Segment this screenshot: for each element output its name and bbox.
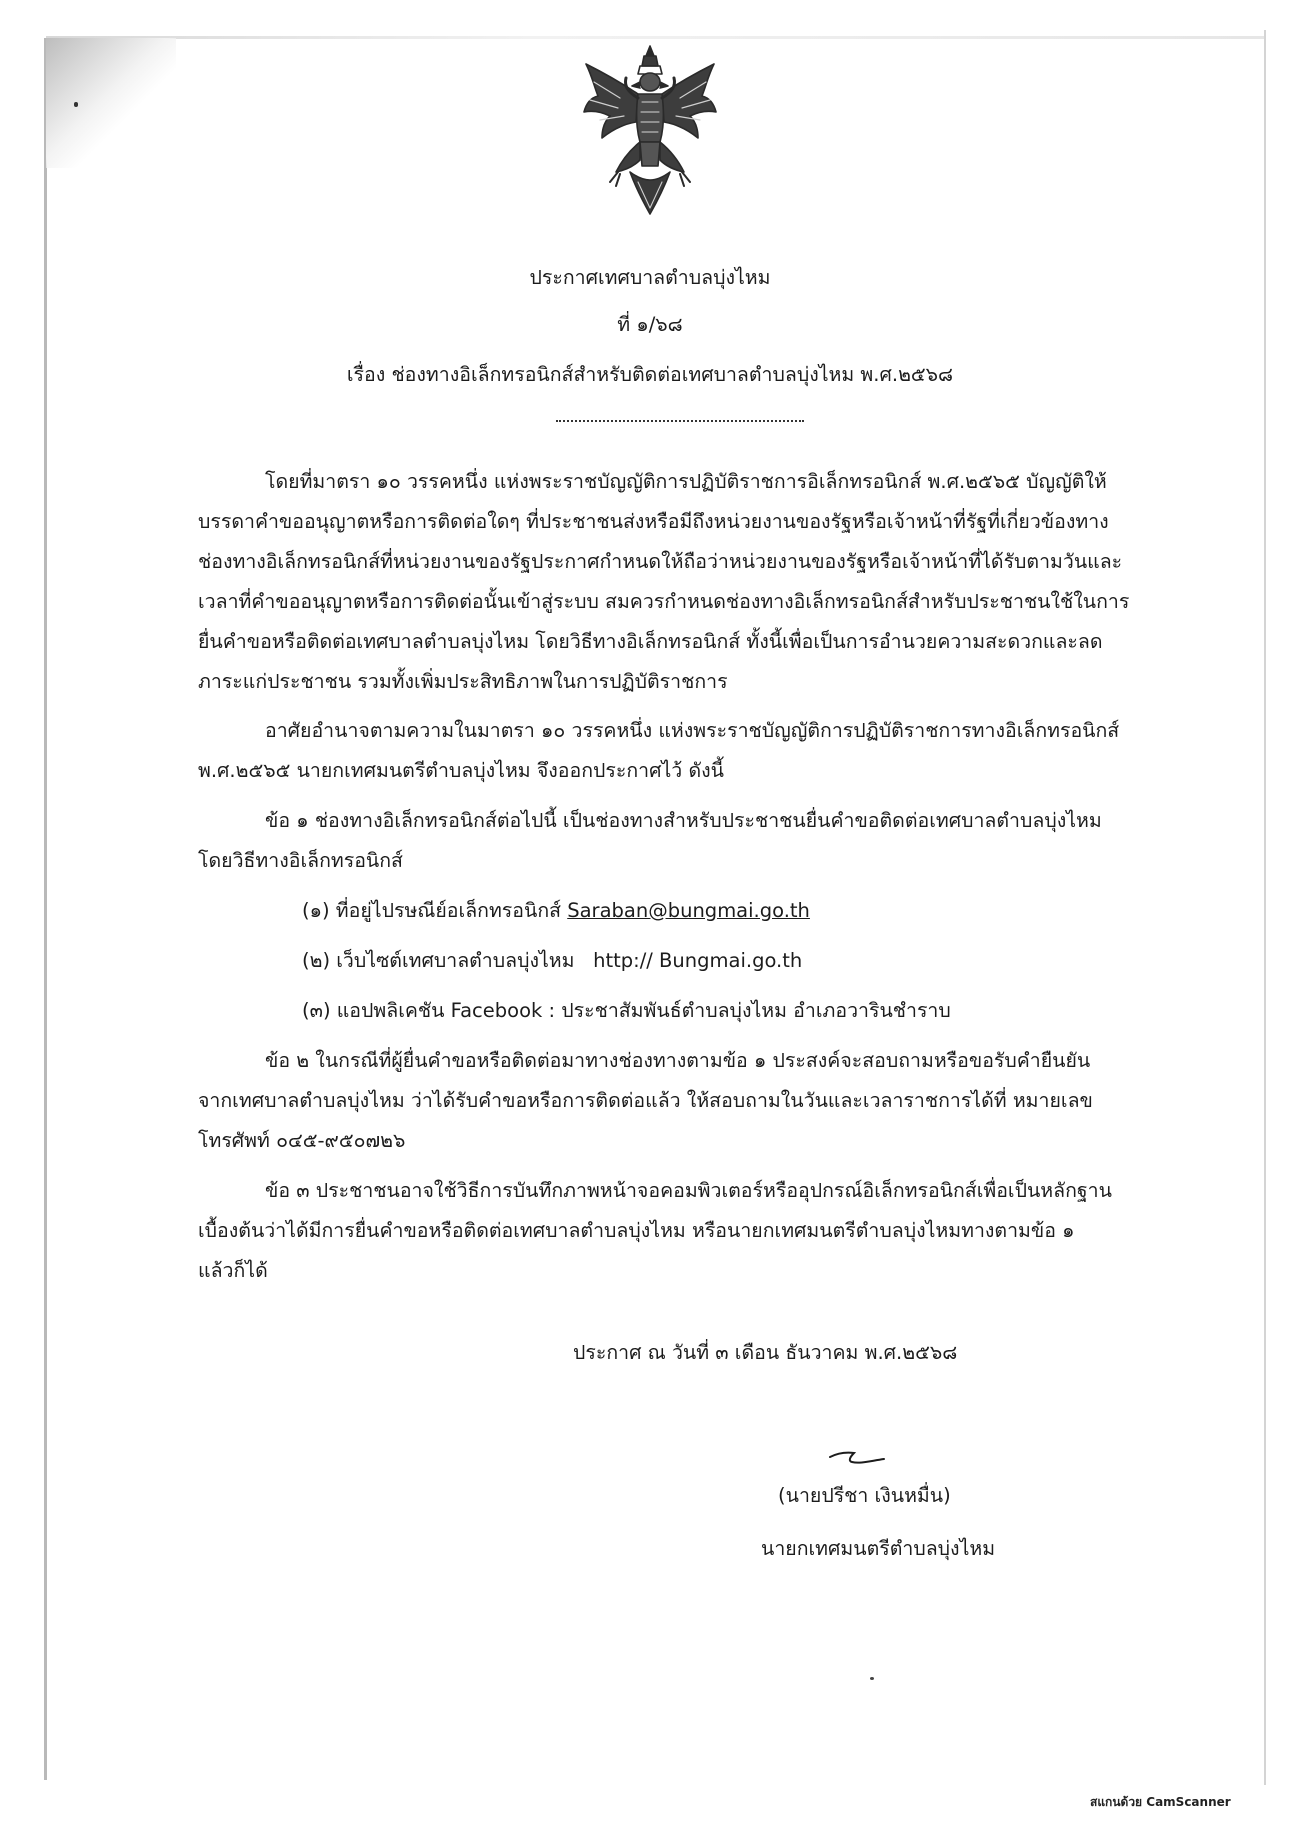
scan-edge-left bbox=[44, 38, 47, 1780]
announcement-date: ประกาศ ณ วันที่ ๓ เดือน ธันวาคม พ.ศ.๒๕๖๘ bbox=[573, 1341, 958, 1364]
page-corner-shadow bbox=[46, 38, 176, 168]
text-line: เวลาที่คำขออนุญาตหรือการติดต่อนั้นเข้าสู่ระบบ สมควรกำหนดช่องทางอิเล็กทรอนิกส์สำหรับประชาชนใช้ในการ bbox=[198, 590, 1130, 613]
channel-email-label: (๑) ที่อยู่ไปรษณีย์อเล็กทรอนิกส์ bbox=[302, 899, 562, 922]
email-link[interactable]: Saraban@bungmai.go.th bbox=[567, 899, 810, 922]
text-line: ภาระแก่ประชาชน รวมทั้งเพิ่มประสิทธิภาพในการปฏิบัติราชการ bbox=[198, 670, 728, 693]
text-line: ข้อ ๒ ในกรณีที่ผู้ยื่นคำขอหรือติดต่อมาทางช่องทางตามข้อ ๑ ประสงค์จะสอบถามหรือขอรับคำยืนยัน bbox=[265, 1049, 1091, 1072]
document-number: ที่ ๑/๖๘ bbox=[617, 313, 683, 336]
document-title: ประกาศเทศบาลตำบลบุ่งไหม bbox=[529, 266, 771, 289]
scan-edge-top bbox=[46, 36, 1264, 39]
signature bbox=[828, 1445, 888, 1469]
scan-speck bbox=[870, 1677, 874, 1680]
text-line: โทรศัพท์ ๐๔๕-๙๕๐๗๒๖ bbox=[198, 1129, 406, 1152]
signer-title: นายกเทศมนตรีตำบลบุ่งไหม bbox=[761, 1537, 996, 1560]
text-line: แล้วก็ได้ bbox=[198, 1259, 268, 1282]
website-link[interactable]: http:// Bungmai.go.th bbox=[593, 949, 803, 972]
channel-website bbox=[302, 948, 802, 974]
channel-email bbox=[302, 898, 810, 924]
signer-name: (นายปรีชา เงินหมื่น) bbox=[778, 1484, 951, 1507]
channel-website-label: (๒) เว็บไซต์เทศบาลตำบลบุ่งไหม bbox=[302, 949, 575, 972]
text-line: ข้อ ๑ ช่องทางอิเล็กทรอนิกส์ต่อไปนี้ เป็นช่องทางสำหรับประชาชนยื่นคำขอติดต่อเทศบาลตำบลบุ่งไหม bbox=[265, 809, 1102, 832]
text-line: เบื้องต้นว่าได้มีการยื่นคำขอหรือติดต่อเทศบาลตำบลบุ่งไหม หรือนายกเทศมนตรีตำบลบุ่งไหมทางตามข้อ ๑ bbox=[198, 1219, 1075, 1242]
text-line: จากเทศบาลตำบลบุ่งไหม ว่าได้รับคำขอหรือการติดต่อแล้ว ให้สอบถามในวันและเวลาราชการได้ที่ หมายเลข bbox=[198, 1089, 1093, 1112]
text-line: พ.ศ.๒๕๖๕ นายกเทศมนตรีตำบลบุ่งไหม จึงออกประกาศไว้ ดังนี้ bbox=[198, 759, 724, 782]
text-line: โดยที่มาตรา ๑๐ วรรคหนึ่ง แห่งพระราชบัญญัติการปฏิบัติราชการอิเล็กทรอนิกส์ พ.ศ.๒๕๖๕ บัญญัติให้ bbox=[265, 470, 1107, 493]
text-line: ยื่นคำขอหรือติดต่อเทศบาลตำบลบุ่งไหม โดยวิธีทางอิเล็กทรอนิกส์ ทั้งนี้เพื่อเป็นการอำนวยความสะดวกและลด bbox=[198, 630, 1103, 653]
camscanner-watermark: สแกนด้วย CamScanner bbox=[1090, 1795, 1231, 1809]
channel-facebook: (๓) แอปพลิเคชัน Facebook : ประชาสัมพันธ์ตำบลบุ่งไหม อำเภอวารินชำราบ bbox=[302, 999, 951, 1022]
text-line: บรรดาคำขออนุญาตหรือการติดต่อใดๆ ที่ประชาชนส่งหรือมีถึงหน่วยงานของรัฐหรือเจ้าหน้าที่รัฐที่เกี่ยวข้องทาง bbox=[198, 510, 1109, 533]
text-line: โดยวิธีทางอิเล็กทรอนิกส์ bbox=[198, 849, 403, 872]
document-subject: เรื่อง ช่องทางอิเล็กทรอนิกส์สำหรับติดต่อเทศบาลตำบลบุ่งไหม พ.ศ.๒๕๖๘ bbox=[346, 363, 954, 386]
scan-edge-right bbox=[1264, 30, 1266, 1785]
text-line: อาศัยอำนาจตามความในมาตรา ๑๐ วรรคหนึ่ง แห่งพระราชบัญญัติการปฏิบัติราชการทางอิเล็กทรอนิกส์ bbox=[265, 719, 1120, 742]
scan-mark bbox=[74, 102, 78, 107]
garuda-emblem-icon bbox=[580, 42, 720, 222]
header-separator bbox=[556, 420, 804, 422]
text-line: ข้อ ๓ ประชาชนอาจใช้วิธีการบันทึกภาพหน้าจอคอมพิวเตอร์หรืออุปกรณ์อิเล็กทรอนิกส์เพื่อเป็นหลักฐาน bbox=[265, 1179, 1112, 1202]
text-line: ช่องทางอิเล็กทรอนิกส์ที่หน่วยงานของรัฐประกาศกำหนดให้ถือว่าหน่วยงานของรัฐหรือเจ้าหน้าที่ได้รับตามวันและ bbox=[198, 550, 1123, 573]
